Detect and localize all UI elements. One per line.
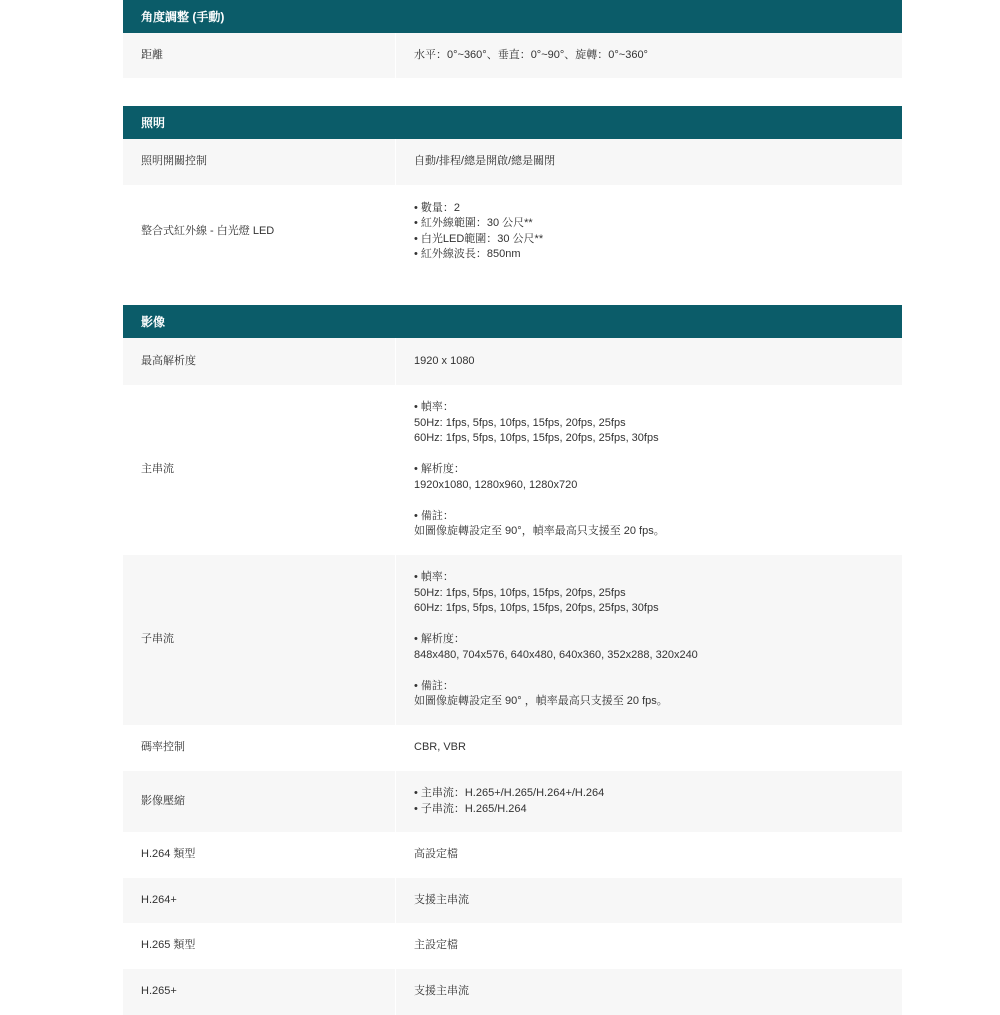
bullet-line: • 紅外線範圍：30 公尺**: [414, 216, 902, 232]
spec-label: H.264+: [141, 893, 177, 906]
spec-value: [395, 555, 902, 725]
bullet-line: • 幀率：: [414, 400, 902, 416]
spec-value: [395, 923, 902, 969]
bullet-line: • 解析度：: [414, 632, 902, 648]
spec-value: [395, 771, 902, 832]
spec-value: [395, 338, 902, 385]
spec-row: [123, 385, 902, 555]
spec-row: [123, 969, 902, 1015]
value-line: 1920x1080, 1280x960, 1280x720: [414, 478, 578, 491]
bullet-line: • 數量：2: [414, 201, 902, 217]
value-line: 50Hz: 1fps, 5fps, 10fps, 15fps, 20fps, 25fps: [414, 586, 626, 599]
spec-label: 子串流: [141, 633, 174, 646]
spec-row: [123, 185, 902, 278]
value-line: 60Hz: 1fps, 5fps, 10fps, 15fps, 20fps, 25fps, 30fps: [414, 432, 659, 445]
spec-value: [395, 969, 902, 1015]
value-line: 如圖像旋轉設定至 90° ，幀率最高只支援至 20 fps。: [414, 695, 668, 708]
bullet-line: • 紅外線波長：850nm: [414, 247, 902, 263]
bullet-line: • 主串流：H.265+/H.265/H.264+/H.264: [414, 786, 902, 802]
line-spacer: [414, 663, 902, 679]
value-line: 支援主串流: [414, 985, 469, 998]
value-line: 50Hz: 1fps, 5fps, 10fps, 15fps, 20fps, 25fps: [414, 416, 626, 429]
spec-value: [395, 139, 902, 185]
value-line: 自動/排程/總是開啟/總是關閉: [414, 155, 556, 168]
spec-label: 照明開關控制: [141, 155, 207, 168]
spec-row: [123, 338, 902, 385]
value-line: 60Hz: 1fps, 5fps, 10fps, 15fps, 20fps, 25fps, 30fps: [414, 602, 659, 615]
value-line: CBR, VBR: [414, 741, 466, 754]
spec-row: [123, 832, 902, 878]
value-line: 支援主串流: [414, 893, 469, 906]
spec-label: 整合式紅外線 - 白光燈 LED: [141, 224, 275, 237]
value-line: 848x480, 704x576, 640x480, 640x360, 352x288, 320x240: [414, 648, 698, 661]
spec-row: [123, 555, 902, 725]
spec-value: [395, 33, 902, 78]
section-angle-adjustment: [123, 0, 902, 78]
section-header: 照明: [123, 106, 902, 139]
spec-value: [395, 832, 902, 878]
spec-row: [123, 878, 902, 923]
spec-label: H.265 類型: [141, 939, 196, 952]
spec-value: [395, 878, 902, 923]
bullet-line: • 備註：: [414, 509, 902, 525]
value-line: 1920 x 1080: [414, 354, 475, 367]
spec-label: 碼率控制: [141, 741, 185, 754]
spec-label: 影像壓縮: [141, 794, 185, 807]
value-line: 如圖像旋轉設定至 90°，幀率最高只支援至 20 fps。: [414, 525, 665, 538]
spec-row: [123, 725, 902, 771]
spec-label: 最高解析度: [141, 354, 196, 367]
line-spacer: [414, 493, 902, 509]
bullet-line: • 白光LED範圍：30 公尺**: [414, 232, 902, 248]
section-header: 角度調整 (手動): [123, 0, 902, 33]
bullet-line: • 子串流：H.265/H.264: [414, 802, 902, 818]
spec-row: [123, 139, 902, 185]
spec-label: H.264 類型: [141, 848, 196, 861]
section-lighting: [123, 106, 902, 278]
spec-row: [123, 33, 902, 78]
bullet-line: • 解析度：: [414, 462, 902, 478]
spec-label: 距離: [141, 48, 163, 61]
spec-label: 主串流: [141, 463, 174, 476]
value-line: 主設定檔: [414, 939, 458, 952]
bullet-line: • 幀率：: [414, 570, 902, 586]
value-line: 高設定檔: [414, 848, 458, 861]
spec-row: [123, 771, 902, 832]
spec-value: [395, 185, 902, 278]
line-spacer: [414, 617, 902, 633]
bullet-line: • 備註：: [414, 679, 902, 695]
section-header: 影像: [123, 305, 902, 338]
value-line: 水平：0°~360°、垂直：0°~90°、旋轉：0°~360°: [414, 48, 648, 61]
line-spacer: [414, 447, 902, 463]
section-video: [123, 305, 902, 1015]
spec-row: [123, 923, 902, 969]
spec-value: [395, 385, 902, 555]
spec-value: [395, 725, 902, 771]
spec-label: H.265+: [141, 985, 177, 998]
